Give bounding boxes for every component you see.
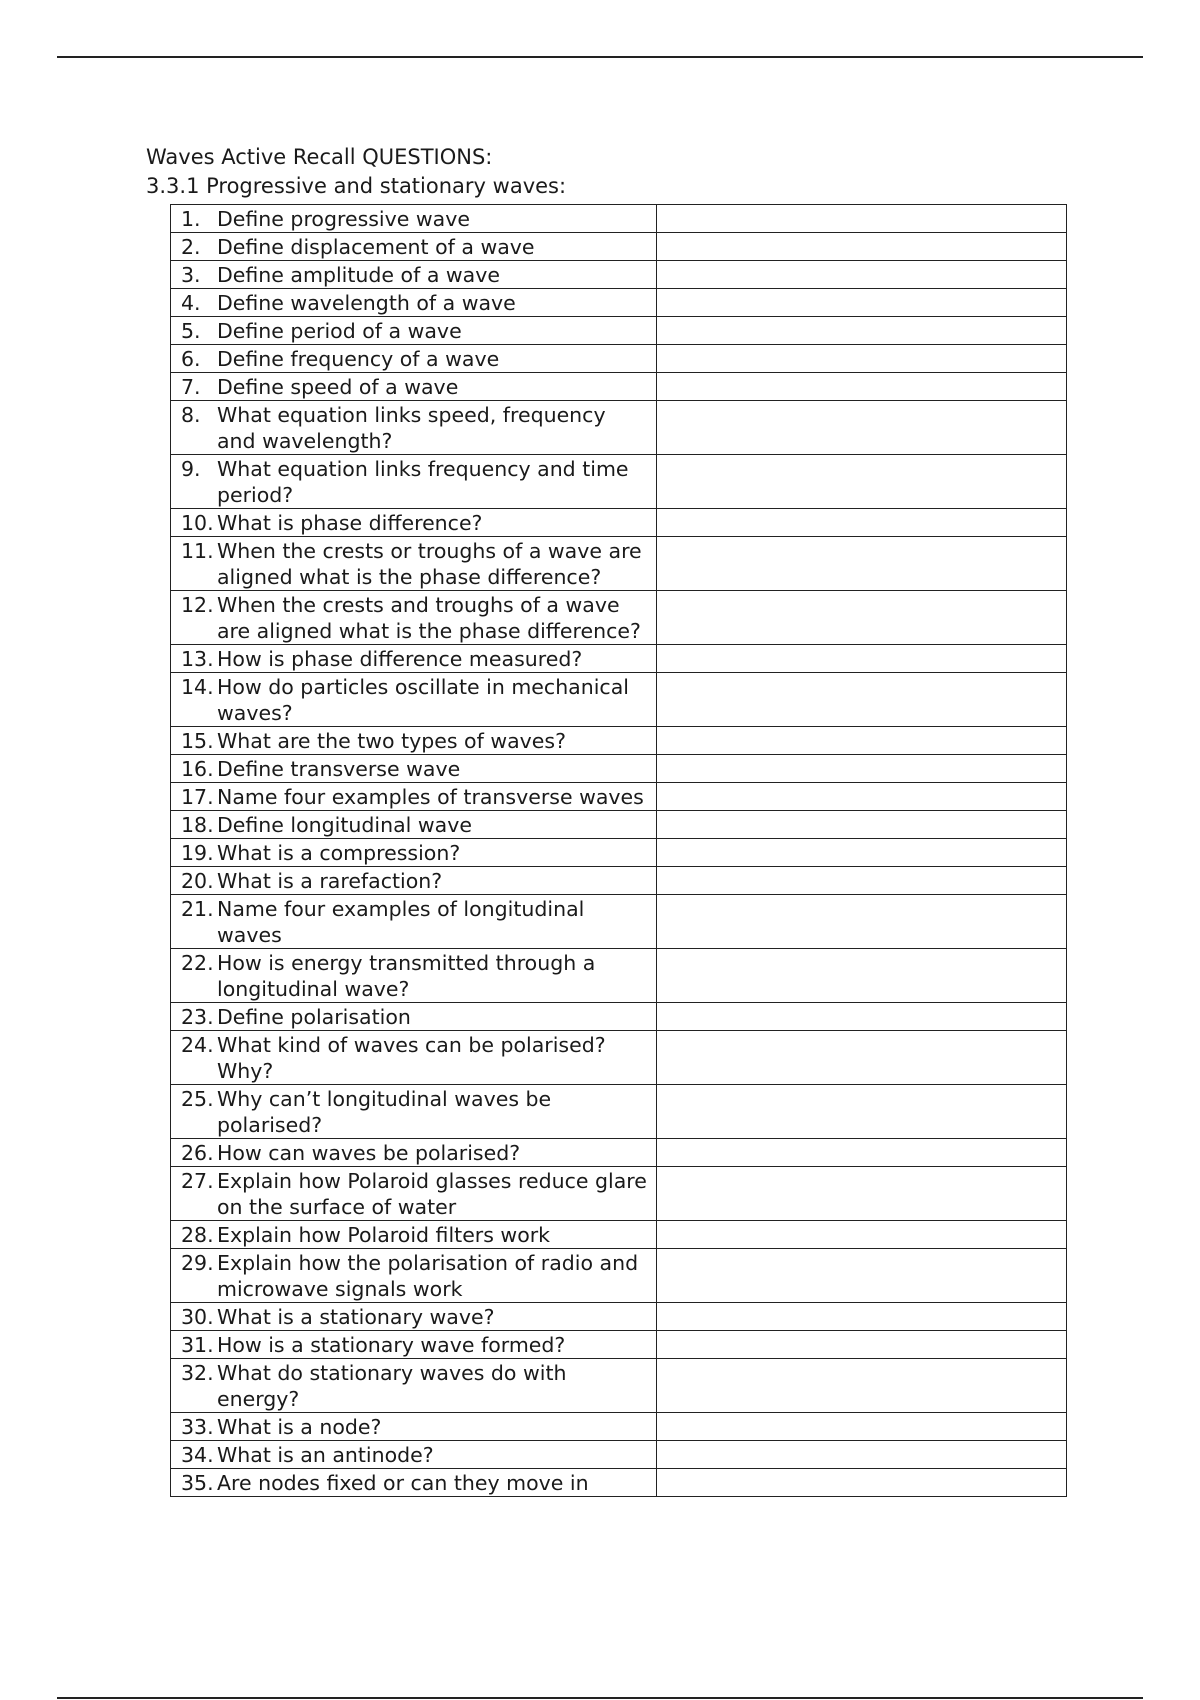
question-number: 9. [181,457,201,481]
question-cell [171,455,657,509]
answer-cell[interactable] [657,373,1067,401]
header-rule [57,56,1143,58]
question-text: Define longitudinal wave [217,813,472,837]
answer-cell[interactable] [657,205,1067,233]
table-row [171,205,1067,233]
question-cell [171,895,657,949]
question-text: How is phase difference measured? [217,647,583,671]
question-item [171,592,656,644]
question-number: 32. [181,1361,214,1385]
table-row [171,949,1067,1003]
question-text: Why can’t longitudinal waves be polarised? [217,1087,552,1137]
question-cell [171,783,657,811]
question-item [171,1222,656,1248]
question-number: 18. [181,813,214,837]
question-text: What do stationary waves do with energy? [217,1361,567,1411]
question-text: Define transverse wave [217,757,461,781]
question-number: 20. [181,869,214,893]
question-cell [171,1139,657,1167]
table-row [171,783,1067,811]
answer-cell[interactable] [657,509,1067,537]
answer-cell[interactable] [657,645,1067,673]
table-row [171,373,1067,401]
question-item [171,374,656,400]
question-text: What is a stationary wave? [217,1305,495,1329]
question-item [171,840,656,866]
question-text: Define progressive wave [217,207,470,231]
table-row [171,1139,1067,1167]
question-cell [171,509,657,537]
question-text: What are the two types of waves? [217,729,566,753]
table-row [171,1249,1067,1303]
table-row [171,401,1067,455]
table-row [171,591,1067,645]
question-text: What is a node? [217,1415,382,1439]
question-item [171,1470,656,1496]
question-cell [171,401,657,455]
table-row [171,1359,1067,1413]
question-item [171,538,656,590]
question-cell [171,591,657,645]
question-cell [171,1469,657,1497]
question-number: 15. [181,729,214,753]
question-text: How can waves be polarised? [217,1141,521,1165]
question-number: 25. [181,1087,214,1111]
question-number: 31. [181,1333,214,1357]
question-cell [171,1303,657,1331]
table-row [171,1331,1067,1359]
question-cell [171,345,657,373]
question-text: Define amplitude of a wave [217,263,500,287]
question-text: Define period of a wave [217,319,462,343]
question-text: What equation links frequency and time period? [217,457,629,507]
question-cell [171,755,657,783]
question-item [171,1140,656,1166]
answer-cell[interactable] [657,811,1067,839]
question-text: Are nodes fixed or can they move in [217,1471,589,1495]
answer-cell[interactable] [657,839,1067,867]
table-row [171,645,1067,673]
question-cell [171,289,657,317]
question-cell [171,233,657,261]
question-number: 8. [181,403,201,427]
question-number: 11. [181,539,214,563]
question-text: Explain how the polarisation of radio and microwave signals work [217,1251,639,1301]
questions-table-body [171,205,1067,1497]
question-text: How is a stationary wave formed? [217,1333,566,1357]
question-item [171,1168,656,1220]
question-item [171,510,656,536]
answer-cell[interactable] [657,455,1067,509]
question-text: Define wavelength of a wave [217,291,516,315]
question-number: 14. [181,675,214,699]
answer-cell[interactable] [657,233,1067,261]
question-item [171,646,656,672]
question-number: 28. [181,1223,214,1247]
question-text: Define speed of a wave [217,375,459,399]
table-row [171,1413,1067,1441]
question-cell [171,727,657,755]
answer-cell[interactable] [657,1031,1067,1085]
question-number: 7. [181,375,201,399]
question-cell [171,1413,657,1441]
answer-cell[interactable] [657,1303,1067,1331]
question-number: 13. [181,647,214,671]
question-cell [171,1085,657,1139]
question-item [171,756,656,782]
question-item [171,896,656,948]
table-row [171,755,1067,783]
question-cell [171,811,657,839]
question-item [171,1360,656,1412]
question-number: 23. [181,1005,214,1029]
answer-cell[interactable] [657,591,1067,645]
question-cell [171,1221,657,1249]
answer-cell[interactable] [657,401,1067,455]
question-item [171,402,656,454]
question-text: What equation links speed, frequency and wavelength? [217,403,606,453]
table-row [171,895,1067,949]
answer-cell[interactable] [657,289,1067,317]
question-number: 3. [181,263,201,287]
question-number: 35. [181,1471,214,1495]
question-cell [171,949,657,1003]
question-cell [171,261,657,289]
table-row [171,537,1067,591]
answer-cell[interactable] [657,317,1067,345]
table-row [171,867,1067,895]
question-item [171,1442,656,1468]
question-text: How is energy transmitted through a longitudinal wave? [217,951,596,1001]
question-text: Define frequency of a wave [217,347,500,371]
answer-cell[interactable] [657,1441,1067,1469]
question-item [171,262,656,288]
question-number: 6. [181,347,201,371]
question-cell [171,645,657,673]
table-row [171,1031,1067,1085]
question-item [171,812,656,838]
question-item [171,1250,656,1302]
answer-cell[interactable] [657,1167,1067,1221]
answer-cell[interactable] [657,1139,1067,1167]
table-row [171,261,1067,289]
question-cell [171,1167,657,1221]
answer-cell[interactable] [657,1003,1067,1031]
answer-cell[interactable] [657,867,1067,895]
answer-cell[interactable] [657,783,1067,811]
question-number: 5. [181,319,201,343]
question-cell [171,317,657,345]
question-item [171,1032,656,1084]
document-title: Waves Active Recall QUESTIONS: [146,145,493,169]
table-row [171,317,1067,345]
table-row [171,727,1067,755]
question-cell [171,1441,657,1469]
question-item [171,1004,656,1030]
answer-cell[interactable] [657,537,1067,591]
answer-cell[interactable] [657,949,1067,1003]
question-item [171,784,656,810]
answer-cell[interactable] [657,755,1067,783]
question-number: 27. [181,1169,214,1193]
question-cell [171,839,657,867]
question-number: 30. [181,1305,214,1329]
question-text: What is a compression? [217,841,461,865]
question-item [171,290,656,316]
question-cell [171,673,657,727]
answer-cell[interactable] [657,895,1067,949]
table-row [171,673,1067,727]
table-row [171,811,1067,839]
question-item [171,206,656,232]
table-row [171,1167,1067,1221]
question-cell [171,373,657,401]
footer-rule [57,1697,1143,1699]
question-item [171,728,656,754]
question-item [171,1086,656,1138]
question-cell [171,1249,657,1303]
answer-cell[interactable] [657,261,1067,289]
question-text: What kind of waves can be polarised? Why? [217,1033,606,1083]
question-number: 10. [181,511,214,535]
question-number: 22. [181,951,214,975]
table-row [171,345,1067,373]
answer-cell[interactable] [657,1331,1067,1359]
question-item [171,950,656,1002]
question-item [171,1414,656,1440]
table-row [171,1441,1067,1469]
question-number: 33. [181,1415,214,1439]
answer-cell[interactable] [657,1359,1067,1413]
question-text: Explain how Polaroid filters work [217,1223,551,1247]
section-heading: 3.3.1 Progressive and stationary waves: [146,174,567,198]
question-number: 16. [181,757,214,781]
question-text: When the crests or troughs of a wave are aligned what is the phase difference? [217,539,642,589]
question-text: Define displacement of a wave [217,235,535,259]
question-item [171,1332,656,1358]
question-item [171,234,656,260]
question-number: 24. [181,1033,214,1057]
question-text: What is phase difference? [217,511,483,535]
answer-cell[interactable] [657,345,1067,373]
table-row [171,1469,1067,1497]
question-cell [171,867,657,895]
question-text: Name four examples of longitudinal waves [217,897,585,947]
question-number: 4. [181,291,201,315]
question-cell [171,1359,657,1413]
question-text: Define polarisation [217,1005,411,1029]
question-text: What is an antinode? [217,1443,434,1467]
answer-cell[interactable] [657,673,1067,727]
question-item [171,318,656,344]
table-row [171,1003,1067,1031]
question-item [171,674,656,726]
answer-cell[interactable] [657,1413,1067,1441]
table-row [171,1303,1067,1331]
question-text: When the crests and troughs of a wave are aligned what is the phase difference? [217,593,641,643]
question-cell [171,1031,657,1085]
answer-cell[interactable] [657,1085,1067,1139]
table-row [171,839,1067,867]
question-cell [171,1331,657,1359]
question-cell [171,1003,657,1031]
question-cell [171,537,657,591]
question-number: 19. [181,841,214,865]
question-item [171,456,656,508]
answer-cell[interactable] [657,1221,1067,1249]
question-item [171,346,656,372]
question-item [171,1304,656,1330]
question-number: 2. [181,235,201,259]
question-text: Name four examples of transverse waves [217,785,644,809]
table-row [171,455,1067,509]
question-number: 21. [181,897,214,921]
question-number: 17. [181,785,214,809]
question-number: 29. [181,1251,214,1275]
table-row [171,509,1067,537]
question-text: How do particles oscillate in mechanical waves? [217,675,629,725]
answer-cell[interactable] [657,1469,1067,1497]
table-row [171,1221,1067,1249]
question-item [171,868,656,894]
table-row [171,1085,1067,1139]
table-row [171,289,1067,317]
question-cell [171,205,657,233]
question-number: 34. [181,1443,214,1467]
question-number: 12. [181,593,214,617]
question-number: 26. [181,1141,214,1165]
answer-cell[interactable] [657,1249,1067,1303]
question-text: What is a rarefaction? [217,869,443,893]
question-text: Explain how Polaroid glasses reduce glare on the surface of water [217,1169,647,1219]
table-row [171,233,1067,261]
answer-cell[interactable] [657,727,1067,755]
questions-table [170,204,1067,1497]
question-number: 1. [181,207,201,231]
